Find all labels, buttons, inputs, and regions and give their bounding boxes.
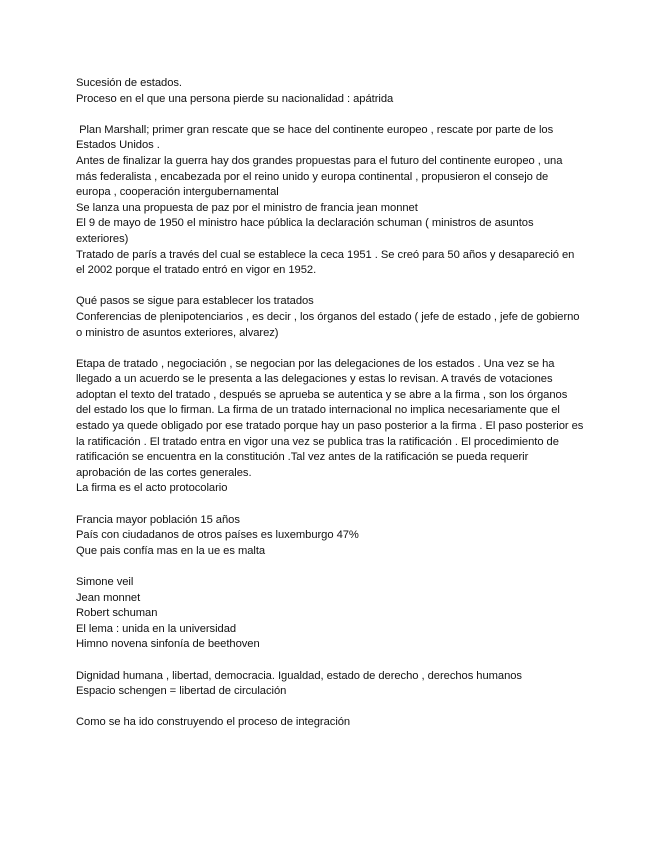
paragraph-spacer: [76, 653, 584, 669]
document-body: [76, 76, 584, 731]
paragraph: Conferencias de plenipotenciarios , es decir , los órganos del estado ( jefe de estado , jefe de gobierno o ministro de asuntos exteriores, alvarez): [76, 310, 580, 339]
paragraph: Himno novena sinfonía de beethoven: [76, 638, 260, 651]
paragraph: Jean monnet: [76, 591, 141, 604]
paragraph: Antes de finalizar la guerra hay dos grandes propuestas para el futuro del continente europeo , una más federalista , encabezada por el reino unido y europa continental , propusieron el consejo de europa , cooperación intergubernamental: [76, 154, 563, 199]
paragraph: Etapa de tratado , negociación , se negocian por las delegaciones de los estados . Una vez se ha llegado a un acuerdo se le presenta a las delegaciones y estas lo revisan. A través de votaciones adoptan el texto del tratado , después se aprueba se autentica y se abre a la firma , son los órganos del estado los que lo firman. La firma de un tratado internacional no implica necesariamente que el estado ya quede obligado por ese tratado porque hay un paso posterior a la firma . El paso posterior es la ratificación . El tratado entra en vigor una vez se publica tras la ratificación . El procedimiento de ratificación se encuentra en la constitución .Tal vez antes de la ratificación se pueda requerir aprobación de las cortes generales.: [76, 357, 584, 479]
paragraph-spacer: [76, 107, 584, 123]
paragraph: Como se ha ido construyendo el proceso de integración: [76, 716, 351, 729]
paragraph: Que pais confía mas en la ue es malta: [76, 544, 266, 557]
paragraph: Dignidad humana , libertad, democracia. Igualdad, estado de derecho , derechos humanos: [76, 669, 522, 682]
paragraph: El lema : unida en la universidad: [76, 622, 237, 635]
paragraph-spacer: [76, 279, 584, 295]
paragraph: Proceso en el que una persona pierde su nacionalidad : apátrida: [76, 92, 394, 105]
paragraph: Robert schuman: [76, 607, 158, 620]
paragraph: Plan Marshall; primer gran rescate que se hace del continente europeo , rescate por parte de los Estados Unidos .: [76, 123, 557, 152]
paragraph: La firma es el acto protocolario: [76, 482, 228, 495]
paragraph: Qué pasos se sigue para establecer los tratados: [76, 295, 314, 308]
paragraph: Sucesión de estados.: [76, 77, 182, 89]
paragraph: Simone veil: [76, 576, 134, 588]
paragraph: Espacio schengen = libertad de circulación: [76, 685, 287, 698]
paragraph-spacer: [76, 497, 584, 513]
paragraph: El 9 de mayo de 1950 el ministro hace pública la declaración schuman ( ministros de asuntos exteriores): [76, 217, 534, 245]
paragraph: Se lanza una propuesta de paz por el ministro de francia jean monnet: [76, 201, 418, 214]
paragraph: País con ciudadanos de otros países es luxemburgo 47%: [76, 529, 359, 542]
paragraph-spacer: [76, 559, 584, 575]
paragraph-spacer: [76, 341, 584, 357]
paragraph: Francia mayor población 15 años: [76, 513, 240, 526]
paragraph: Tratado de parís a través del cual se establece la ceca 1951 . Se creó para 50 años y desapareció en el 2002 porque el tratado entró en vigor en 1952.: [76, 248, 575, 277]
paragraph-spacer: [76, 700, 584, 716]
